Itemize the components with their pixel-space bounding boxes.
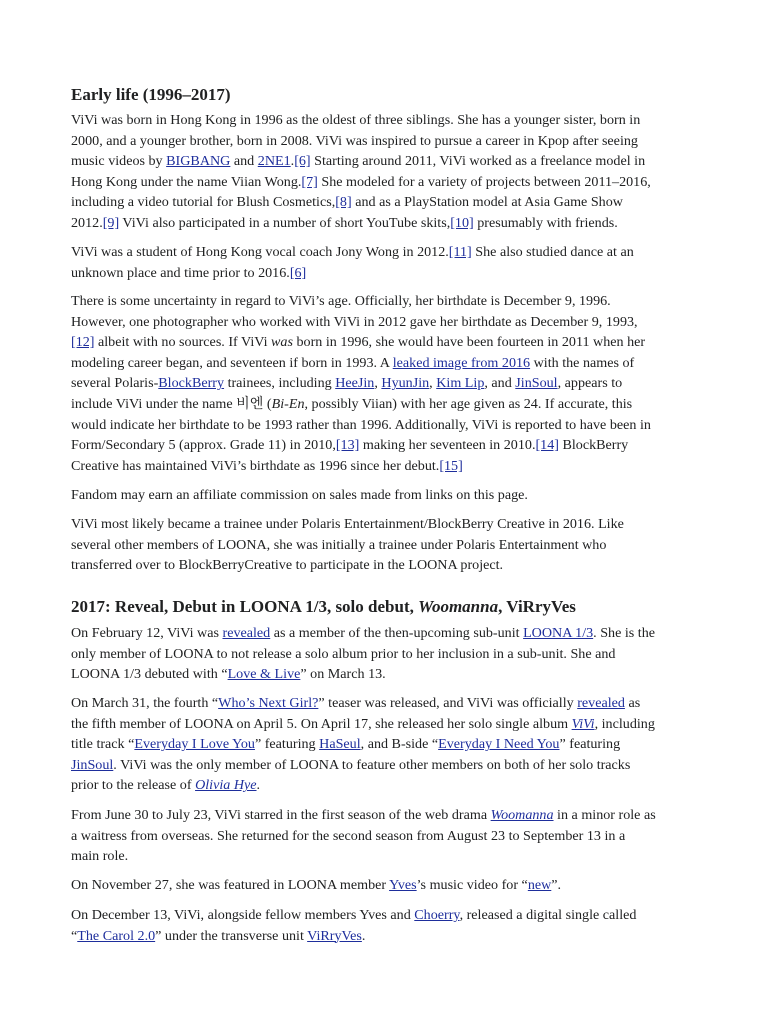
text-line bbox=[71, 755, 703, 776]
text-line bbox=[71, 775, 703, 796]
text-line bbox=[71, 373, 703, 394]
text-line bbox=[71, 131, 703, 152]
text-run: and as a PlayStation model at Asia Game Show bbox=[351, 194, 623, 211]
text-line bbox=[71, 664, 703, 685]
text-run: ” teaser was released, and ViVi was officially bbox=[318, 695, 578, 711]
text-line bbox=[71, 110, 703, 131]
link-6[interactable]: [6] bbox=[294, 153, 311, 170]
text-run: , including bbox=[594, 715, 655, 732]
link-10[interactable]: [10] bbox=[450, 214, 474, 231]
link-13[interactable]: [13] bbox=[335, 437, 360, 454]
text-line bbox=[71, 826, 703, 847]
text-run: On December 13, ViVi, alongside fellow members Yves and bbox=[71, 907, 415, 923]
paragraph-2017-2 bbox=[71, 693, 703, 796]
link-new[interactable]: new bbox=[527, 877, 552, 893]
text-line bbox=[71, 415, 703, 436]
text-run: main role. bbox=[71, 848, 129, 865]
text-run: BlockBerry bbox=[558, 437, 629, 454]
paragraph-early-life-2 bbox=[71, 242, 703, 283]
text-line bbox=[71, 353, 703, 374]
text-run: ” featuring bbox=[559, 736, 621, 753]
text-run: ViVi also participated in a number of short YouTube skits, bbox=[119, 214, 451, 231]
italic-text: was bbox=[271, 334, 293, 351]
text-run: , released a digital single called bbox=[459, 907, 637, 923]
text-run: On November 27, she was featured in LOONA member bbox=[71, 877, 390, 893]
text-run: music videos by bbox=[71, 153, 167, 170]
text-run: 2017: Reveal, Debut in LOONA 1/3, solo debut, bbox=[71, 597, 419, 616]
text-run: several Polaris- bbox=[71, 375, 159, 392]
text-run: would indicate her birthdate to be 1993 rather than 1996. Additionally, ViVi is reported to have been in bbox=[71, 416, 651, 433]
text-line bbox=[71, 151, 703, 172]
text-run: albeit with no sources. If ViVi bbox=[94, 334, 272, 351]
text-run: However, one photographer who worked with ViVi in 2012 gave her birthdate as December 9, 1993, bbox=[71, 313, 638, 330]
text-run: title track “ bbox=[71, 736, 135, 753]
text-run: ” under the transverse unit bbox=[155, 927, 308, 944]
heading-early-life: Early life (1996–2017) bbox=[71, 85, 231, 104]
text-run: Starting around 2011, ViVi worked as a freelance model in bbox=[310, 153, 646, 170]
text-run: transferred over to BlockBerryCreative to participate in the LOONA project. bbox=[71, 557, 504, 574]
text-run: and bbox=[230, 153, 258, 170]
paragraph-2017-5 bbox=[71, 905, 703, 946]
text-run: trainees, including bbox=[224, 375, 336, 392]
text-run: There is some uncertainty in regard to ViVi’s age. Officially, her birthdate is December 9, 1996. bbox=[71, 293, 611, 309]
link-leaked-image-from-2016[interactable]: leaked image from 2016 bbox=[392, 354, 531, 371]
text-run: as a member of the then-upcoming sub-unit bbox=[270, 625, 524, 641]
link-jinsoul[interactable]: JinSoul bbox=[71, 756, 114, 773]
text-line bbox=[71, 485, 703, 506]
text-run: Hong Kong under the name Viian Wong. bbox=[71, 173, 302, 190]
link-kim-lip[interactable]: Kim Lip bbox=[436, 375, 485, 392]
text-run: From June 30 to July 23, ViVi starred in the first season of the web drama bbox=[71, 807, 491, 823]
link-9[interactable]: [9] bbox=[102, 214, 120, 231]
link-7[interactable]: [7] bbox=[301, 173, 318, 190]
text-line bbox=[71, 846, 703, 867]
italic-text: Woomanna bbox=[418, 597, 499, 616]
link-heejin[interactable]: HeeJin bbox=[335, 375, 375, 392]
link-11[interactable]: [11] bbox=[448, 244, 472, 260]
text-line bbox=[71, 312, 703, 333]
heading-2017 bbox=[71, 597, 576, 617]
link-8[interactable]: [8] bbox=[335, 194, 352, 211]
text-run: in a minor role as bbox=[553, 807, 656, 823]
text-run: presumably with friends. bbox=[473, 214, 618, 231]
link-the-carol-2-0[interactable]: The Carol 2.0 bbox=[77, 927, 156, 944]
text-run: Fandom may earn an affiliate commission on sales made from links on this page. bbox=[71, 487, 528, 503]
link-loona-1-3[interactable]: LOONA 1/3 bbox=[523, 625, 594, 641]
text-run: LOONA 1/3 debuted with “ bbox=[71, 666, 228, 683]
paragraph-affiliate-notice bbox=[71, 485, 703, 506]
link-jinsoul[interactable]: JinSoul bbox=[515, 375, 558, 392]
link-bigbang[interactable]: BIGBANG bbox=[166, 153, 231, 170]
text-line bbox=[71, 734, 703, 755]
text-run: ViVi most likely became a trainee under Polaris Entertainment/BlockBerry Creative in 2016. Like bbox=[71, 516, 624, 532]
text-run: 2000, and a younger brother, born in 2008. ViVi was inspired to pursue a career in Kpop after seeing bbox=[71, 132, 638, 149]
text-line bbox=[71, 514, 703, 535]
text-run: , ViRryVes bbox=[498, 597, 576, 616]
text-run: , bbox=[429, 375, 437, 392]
paragraph-early-life-4 bbox=[71, 514, 703, 576]
text-run: , bbox=[374, 375, 382, 392]
text-run: making her seventeen in 2010. bbox=[359, 437, 536, 454]
link-virryves[interactable]: ViRryVes bbox=[307, 927, 362, 944]
text-run: On March 31, the fourth “ bbox=[71, 695, 219, 711]
text-run: . bbox=[361, 927, 366, 944]
text-run: Form/Secondary 5 (approx. Grade 11) in 2010, bbox=[71, 437, 336, 454]
paragraph-2017-3 bbox=[71, 805, 703, 867]
text-line bbox=[71, 213, 703, 234]
link-olivia-hye[interactable]: Olivia Hye bbox=[195, 777, 257, 794]
text-run: On February 12, ViVi was bbox=[71, 625, 223, 641]
link-6[interactable]: [6] bbox=[289, 264, 307, 281]
link-revealed[interactable]: revealed bbox=[577, 695, 625, 711]
text-run: 2012. bbox=[71, 214, 103, 231]
text-line bbox=[71, 644, 703, 665]
link-15[interactable]: [15] bbox=[439, 457, 463, 474]
text-line bbox=[71, 555, 703, 576]
text-run: . She is the bbox=[593, 625, 656, 641]
text-run: unknown place and time prior to 2016. bbox=[71, 264, 290, 281]
text-line bbox=[71, 875, 703, 896]
link-woomanna[interactable]: Woomanna bbox=[490, 807, 554, 823]
text-line bbox=[71, 456, 703, 477]
text-run: including a video tutorial for Blush Cosmetics, bbox=[71, 194, 336, 211]
paragraph-early-life-1 bbox=[71, 110, 703, 234]
paragraph-2017-1 bbox=[71, 623, 703, 685]
text-run: the fifth member of LOONA on April 5. On April 17, she released her solo single album bbox=[71, 715, 572, 732]
text-line bbox=[71, 263, 703, 284]
link-love-live[interactable]: Love & Live bbox=[227, 666, 301, 683]
text-run: , and bbox=[484, 375, 516, 392]
text-run: ViVi was a student of Hong Kong vocal coach Jony Wong in 2012. bbox=[71, 244, 449, 260]
text-line bbox=[71, 535, 703, 556]
link-choerry[interactable]: Choerry bbox=[414, 907, 460, 923]
text-run: She modeled for a variety of projects between 2011–2016, bbox=[317, 173, 651, 190]
text-run: , appears to bbox=[557, 375, 623, 392]
text-run: She also studied dance at an bbox=[471, 244, 634, 260]
text-run: only member of LOONA to not release a solo album prior to her inclusion in a sub-unit. She and bbox=[71, 645, 616, 662]
text-run: . bbox=[290, 153, 295, 170]
text-run: ” featuring bbox=[254, 736, 320, 753]
text-run: , possibly Viian) with her age given as 24. If accurate, this bbox=[304, 395, 633, 412]
paragraph-2017-4 bbox=[71, 875, 703, 896]
link-vivi[interactable]: ViVi bbox=[571, 715, 595, 732]
text-run: several other members of LOONA, she was initially a trainee under Polaris Entertainment who bbox=[71, 536, 607, 553]
link-who-s-next-girl[interactable]: Who’s Next Girl? bbox=[218, 695, 319, 711]
text-run: born in 1996, she would have been fourteen in 2011 when her bbox=[292, 334, 646, 351]
link-everyday-i-need-you[interactable]: Everyday I Need You bbox=[438, 736, 560, 753]
text-line bbox=[71, 172, 703, 193]
text-run: . ViVi was the only member of LOONA to feature other members on both of her solo tracks bbox=[113, 756, 631, 773]
text-run: . bbox=[256, 777, 261, 794]
text-run: as bbox=[624, 695, 641, 711]
text-run: modeling career began, and seventeen if born in 1993. A bbox=[71, 354, 393, 371]
text-line bbox=[71, 291, 703, 312]
link-yves[interactable]: Yves bbox=[389, 877, 417, 893]
link-2ne1[interactable]: 2NE1 bbox=[257, 153, 291, 170]
text-line bbox=[71, 394, 703, 415]
link-12[interactable]: [12] bbox=[71, 334, 95, 351]
text-run: include ViVi under the name 비엔 ( bbox=[71, 395, 272, 412]
link-haseul[interactable]: HaSeul bbox=[319, 736, 361, 753]
link-hyunjin[interactable]: HyunJin bbox=[381, 375, 430, 392]
text-line bbox=[71, 623, 703, 644]
text-run: with the names of bbox=[530, 354, 635, 371]
link-blockberry[interactable]: BlockBerry bbox=[158, 375, 225, 392]
text-line bbox=[71, 714, 703, 735]
text-line bbox=[71, 693, 703, 714]
text-run: ” on March 13. bbox=[300, 666, 386, 683]
link-revealed[interactable]: revealed bbox=[222, 625, 271, 641]
text-run: Creative has maintained ViVi’s birthdate as 1996 since her debut. bbox=[71, 457, 440, 474]
text-line bbox=[71, 192, 703, 213]
paragraph-early-life-3 bbox=[71, 291, 703, 476]
text-line bbox=[71, 242, 703, 263]
text-line bbox=[71, 332, 703, 353]
text-line bbox=[71, 905, 703, 926]
italic-text: Bi-En bbox=[271, 395, 305, 412]
link-everyday-i-love-you[interactable]: Everyday I Love You bbox=[134, 736, 255, 753]
text-run: , and B-side “ bbox=[360, 736, 439, 753]
link-14[interactable]: [14] bbox=[535, 437, 559, 454]
text-run: ’s music video for “ bbox=[416, 877, 528, 893]
text-line bbox=[71, 435, 703, 456]
text-run: ViVi was born in Hong Kong in 1996 as the oldest of three siblings. She has a younger sister, born in bbox=[71, 112, 641, 128]
text-run: a waitress from overseas. She returned for the second season from August 23 to September 13 in a bbox=[71, 827, 626, 844]
text-run: ”. bbox=[551, 877, 562, 893]
text-run: “ bbox=[71, 927, 78, 944]
text-line bbox=[71, 926, 703, 947]
text-run: prior to the release of bbox=[71, 777, 196, 794]
text-line bbox=[71, 805, 703, 826]
